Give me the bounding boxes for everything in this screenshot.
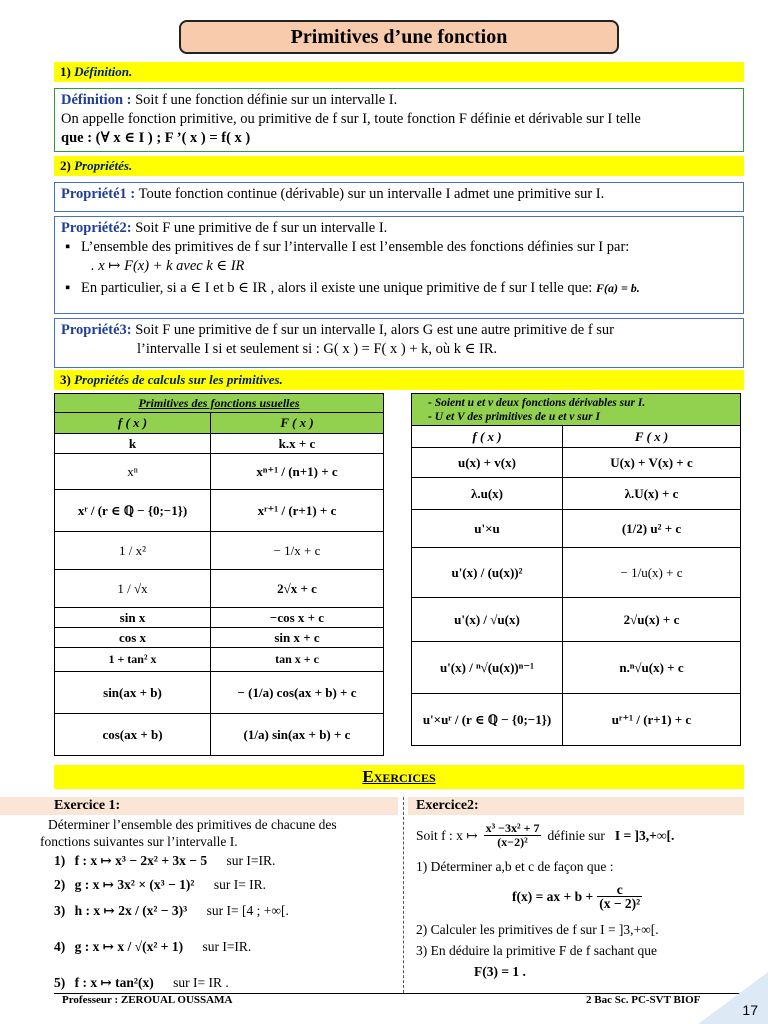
footer-class: 2 Bac Sc. PC-SVT BIOF [586,994,701,1006]
item-domain: sur I= [4 ; +∞[. [206,903,289,918]
table1-cell: sin x + c [211,628,384,648]
table1-caption: Primitives des fonctions usuelles [55,394,384,413]
section-2-bar [54,156,744,176]
exercise-2-line1 [416,816,746,854]
property-1-box [54,182,744,212]
exercise-1-item [54,902,399,938]
item-domain: sur I= IR. [213,877,267,892]
table1-cell: 1 + tan² x [55,648,211,672]
item-number: 2) [54,877,66,892]
property-2-bullet2-end: F(a) = b. [595,281,640,295]
page-title: Primitives d’une fonction [179,20,619,54]
exercise-1-list [54,852,399,998]
ex2-fraction-numerator: x³ −3x² + 7 [485,820,540,835]
table1-cell: xʳ⁺¹ / (r+1) + c [211,490,384,532]
table2-cell: (1/2) u² + c [563,510,741,548]
table1-cell: tan x + c [211,648,384,672]
exercise-2-body [416,816,746,980]
table2-cell: − 1/u(x) + c [563,548,741,598]
exercise-1-item [54,938,399,974]
property-3-label: Propriété3: [61,322,132,338]
property-2-bullet2: En particulier, si a ∈ I et b ∈ IR , alors il existe une unique primitive de f sur I telle que: [81,280,593,296]
table2-notes [412,394,741,426]
table1-cell: cos x [55,628,211,648]
table2-cell: u'(x) / √u(x) [412,598,563,642]
table2-cell: u'(x) / ⁿ√(u(x))ⁿ⁻¹ [412,642,563,694]
table2-cell: λ.U(x) + c [563,478,741,510]
ex2-q1-fraction [597,883,642,910]
table2-cell: u'×u [412,510,563,548]
table1-cell: k.x + c [211,434,384,454]
item-function: g : x ↦ x / √(x² + 1) [74,939,184,954]
table1-cell: −cos x + c [211,608,384,628]
ex2-q1-formula [512,879,746,913]
section-1-label: Définition. [74,64,133,79]
item-number: 4) [54,939,66,954]
exercise-1-item [54,852,399,876]
ex2-fraction [484,822,542,849]
item-domain: sur I= IR . [173,975,229,990]
item-domain: sur I=IR. [226,853,276,868]
table2-cell: u'×uʳ / (r ∈ ℚ − {0;−1}) [412,694,563,746]
exercise-2-title: Exercice2: [408,797,744,815]
table1-cell: 1 / √x [55,570,211,608]
ex2-question-1: 1) Déterminer a,b et c de façon que : [416,859,614,874]
section-3-bar [54,370,744,390]
definition-line2: On appelle fonction primitive, ou primitive de f sur I, toute fonction F définie et dérivable sur I telle [61,111,641,127]
property-1-label: Propriété1 : [61,186,136,202]
item-number: 1) [54,853,66,868]
section-3-label: Propriétés de calculs sur les primitives. [74,372,283,387]
ex2-q1-formula-left: f(x) = ax + b + [512,888,594,904]
table1-cell: xⁿ⁺¹ / (n+1) + c [211,454,384,490]
table2-cell: 2√u(x) + c [563,598,741,642]
ex2-q1-numerator: c [597,883,642,897]
table2-header-F: F ( x ) [563,426,741,448]
section-2-label: Propriétés. [74,158,133,173]
property-2-line1: Soit F une primitive de f sur un intervalle I. [135,220,388,236]
table1-header-f: f ( x ) [55,413,211,434]
ex2-question-3: 3) En déduire la primitive F de f sachant que [416,943,658,958]
item-function: h : x ↦ 2x / (x² − 3)³ [74,903,188,918]
definition-line1: Soit f une fonction définie sur un intervalle I. [135,92,398,108]
table1-cell: sin x [55,608,211,628]
table1-cell: 2√x + c [211,570,384,608]
section-1-number: 1) [60,64,71,79]
table1-cell: xʳ / (r ∈ ℚ − {0;−1}) [55,490,211,532]
property-2-bullet1: ▪ L’ensemble des primitives de f sur l’intervalle I est l’ensemble des fonctions définies sur I par: [61,238,737,257]
definition-label: Définition : [61,92,132,108]
table1-cell: 1 / x² [55,532,211,570]
table2-cell: n.ⁿ√u(x) + c [563,642,741,694]
property-3-line1: Soit F une primitive de f sur un intervalle I, alors G est une autre primitive de f sur [135,322,615,338]
ex2-soit: Soit f : x ↦ [416,827,478,843]
ex2-fraction-denominator: (x−2)² [497,834,528,849]
section-1-bar [54,62,744,82]
item-function: f : x ↦ x³ − 2x² + 3x − 5 [74,853,208,868]
item-domain: sur I=IR. [202,939,252,954]
exercise-divider [403,797,404,993]
exercise-1-item [54,876,399,902]
table1-cell: (1/a) sin(ax + b) + c [211,714,384,756]
definition-box [54,88,744,152]
table1-cell: cos(ax + b) [55,714,211,756]
property-3-line2: l’intervalle I si et seulement si : G( x ) = F( x ) + k, où k ∈ IR. [137,341,498,357]
page-number: 17 [742,1002,758,1018]
table1-cell: − (1/a) cos(ax + b) + c [211,672,384,714]
property-3-box [54,318,744,368]
property-2-formula: . x ↦ F(x) + k avec k ∈ IR [91,258,245,274]
table2-note2: - U et V des primitives de u et v sur I [428,410,600,423]
usual-primitives-table [54,393,384,756]
exercises-title: Exercices [54,765,744,789]
section-3-number: 3) [60,372,71,387]
table2-cell: u'(x) / (u(x))² [412,548,563,598]
exercise-1-intro: Déterminer l’ensemble des primitives de chacune des fonctions suivantes sur l’intervalle I. [40,817,337,849]
ex2-q3-condition: F(3) = 1 . [474,964,526,979]
footer-teacher: Professeur : ZEROUAL OUSSAMA [62,994,233,1006]
item-function: f : x ↦ tan²(x) [74,975,154,990]
item-number: 5) [54,975,66,990]
table1-cell: xⁿ [55,454,211,490]
exercise-1-title: Exercice 1: [0,797,398,815]
definition-line3: que : (∀ x ∈ I ) ; F ’( x ) = f( x ) [61,130,251,146]
ex2-question-2: 2) Calculer les primitives de f sur I = ]3,+∞[. [416,922,659,937]
section-2-number: 2) [60,158,71,173]
item-function: g : x ↦ 3x² × (x³ − 1)² [74,877,195,892]
table1-cell: k [55,434,211,454]
table1-cell: − 1/x + c [211,532,384,570]
item-number: 3) [54,903,66,918]
table1-cell: sin(ax + b) [55,672,211,714]
table2-cell: uʳ⁺¹ / (r+1) + c [563,694,741,746]
table2-header-f: f ( x ) [412,426,563,448]
property-1-text: Toute fonction continue (dérivable) sur un intervalle I admet une primitive sur I. [138,186,605,202]
property-2-label: Propriété2: [61,220,132,236]
property-2-box [54,216,744,314]
table2-cell: u(x) + v(x) [412,448,563,478]
operations-primitives-table [411,393,741,746]
table2-cell: U(x) + V(x) + c [563,448,741,478]
table2-note1: - Soient u et v deux fonctions dérivables sur I. [428,396,646,409]
table1-header-F: F ( x ) [211,413,384,434]
ex2-defined-on: définie sur [547,827,605,843]
ex2-q1-denominator: (x − 2)² [599,895,641,911]
ex2-domain: I = ]3,+∞[. [614,827,675,843]
table2-cell: λ.u(x) [412,478,563,510]
